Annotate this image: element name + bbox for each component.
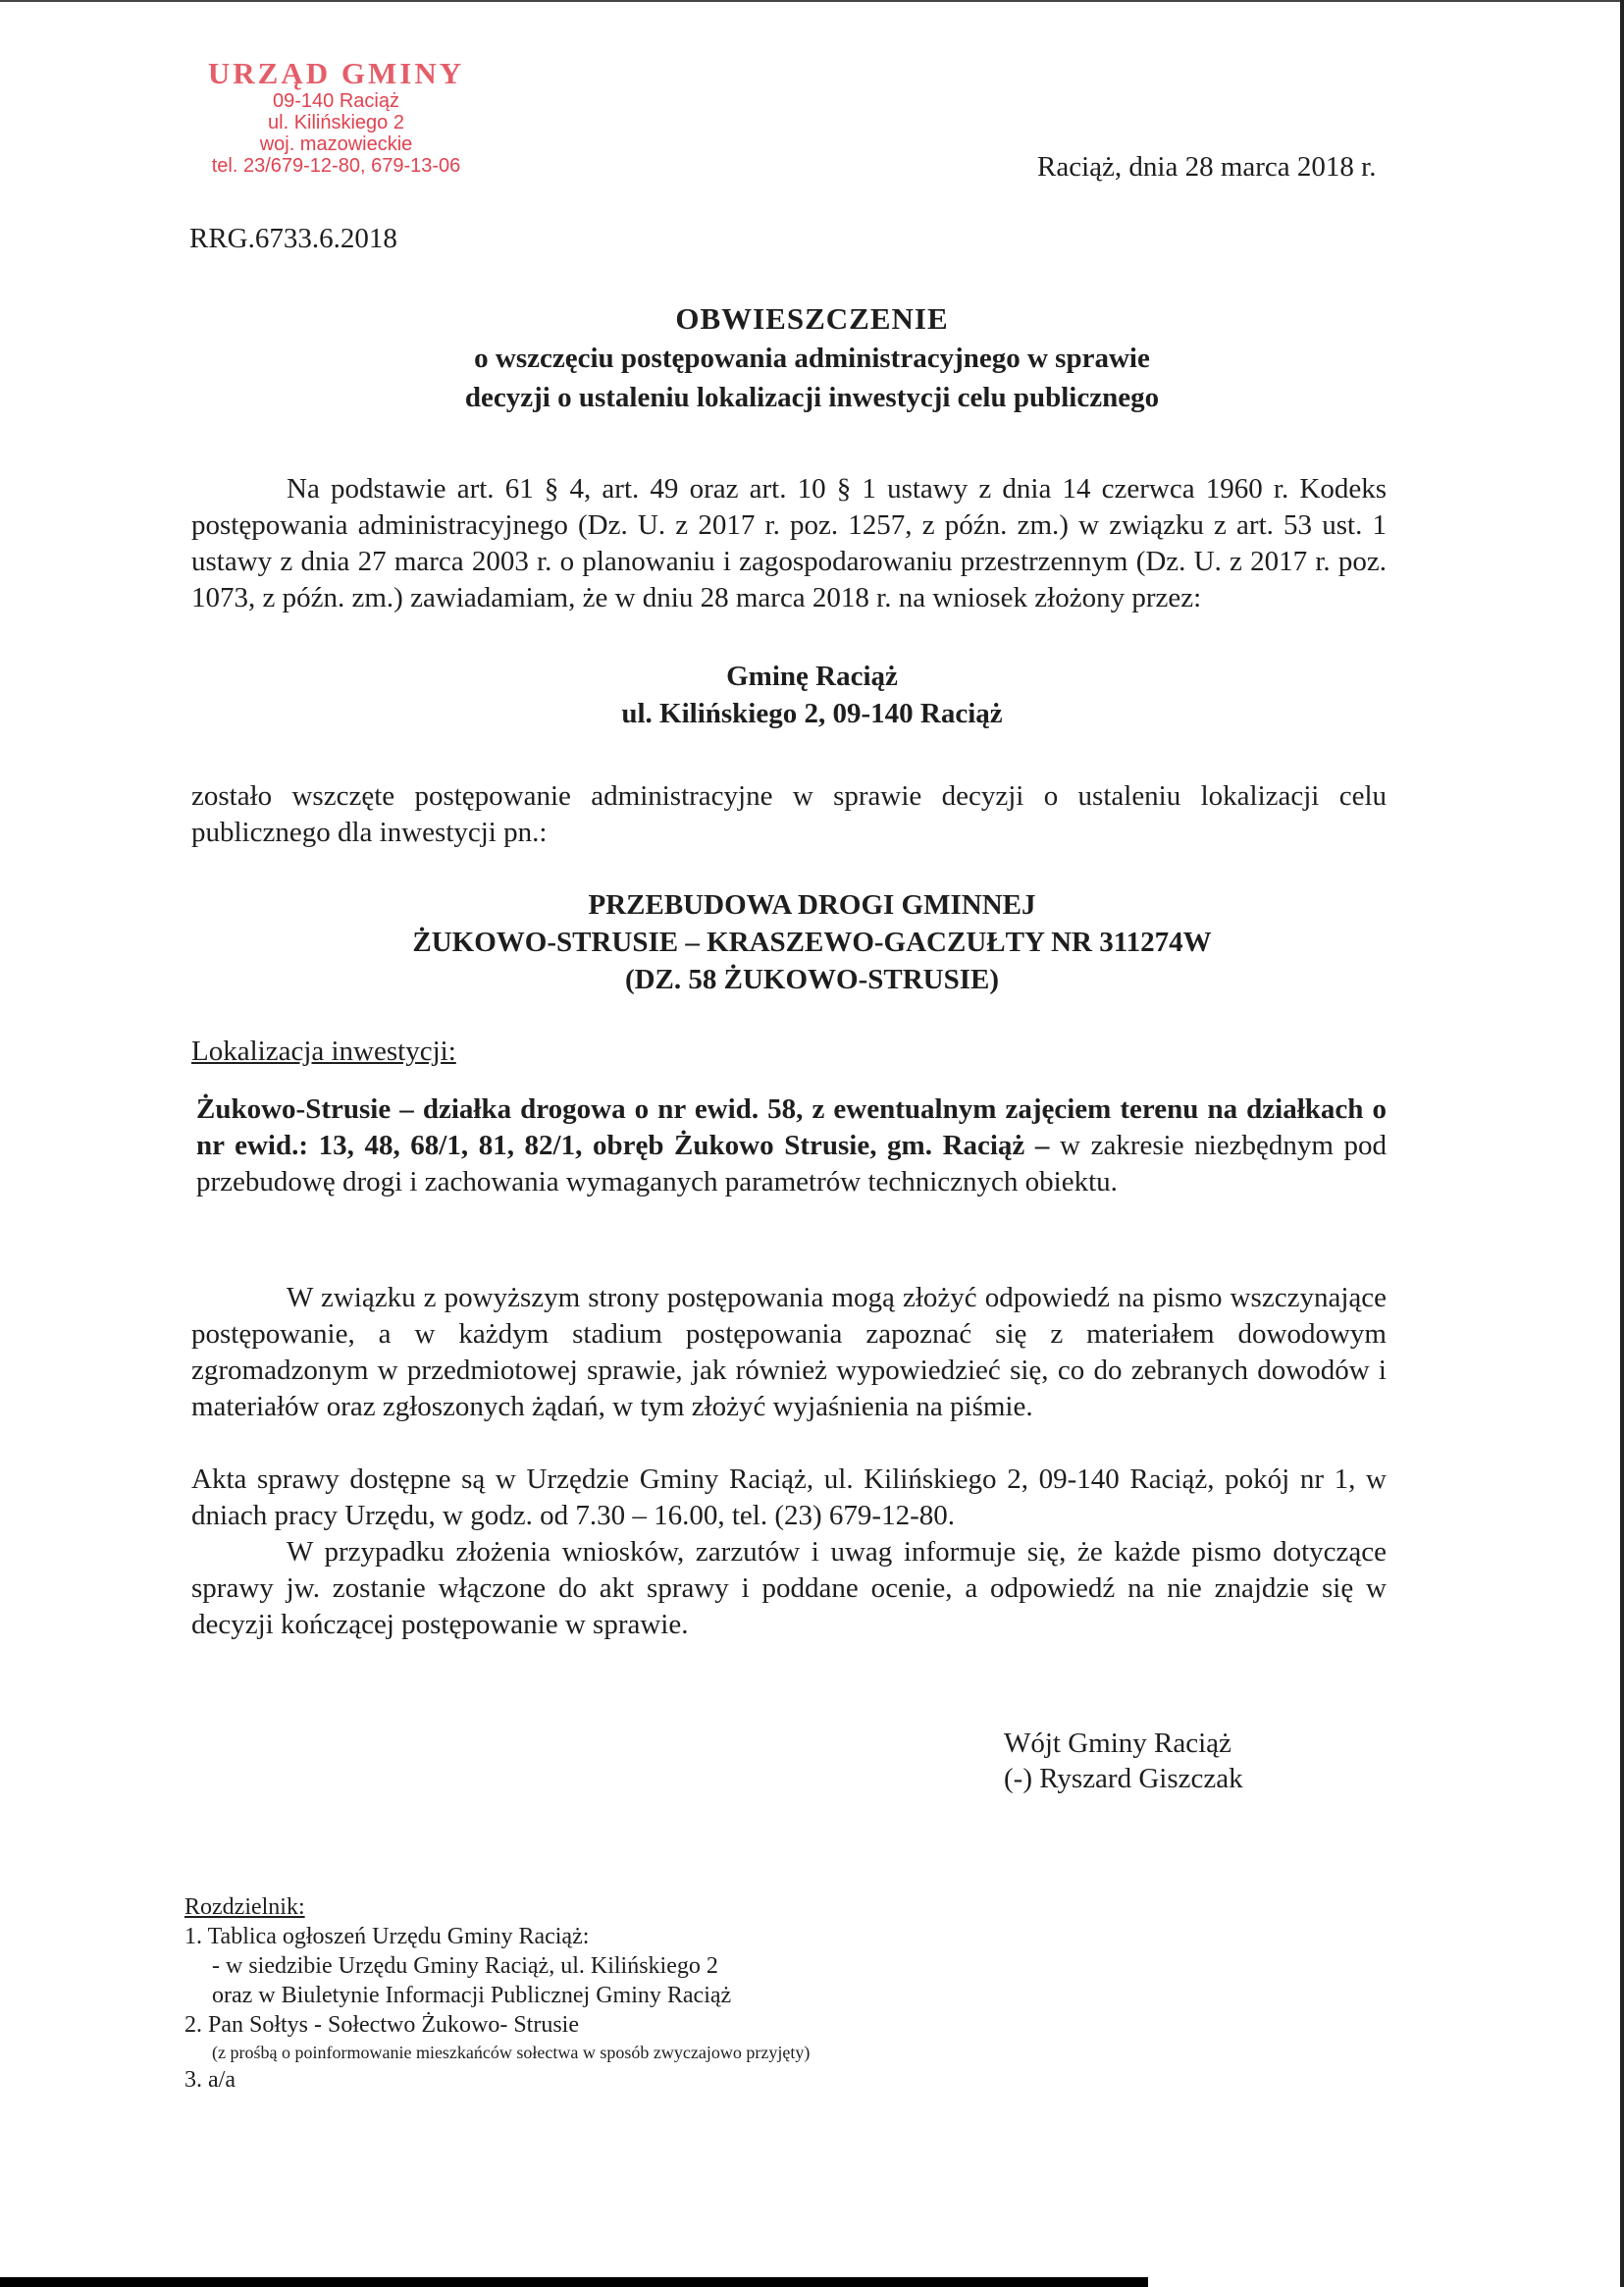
location-parcels: Żukowo-Strusie – działka drogowa o nr ewid. 58, z ewentualnym zajęciem terenu na działkach o nr ewid.: 13, 48, 68/1, 81, 82/1, obręb Żukowo Strusie, gm. Raciąż – (196, 1093, 1387, 1161)
document-date: Raciąż, dnia 28 marca 2018 r. (1037, 151, 1377, 183)
distribution-item-2-note: (z prośbą o poinformowanie mieszkańców sołectwa w sposób zwyczajowo przyjęty) (212, 2043, 811, 2062)
proceeding-paragraph: zostało wszczęte postępowanie administracyjne w sprawie decyzji o ustaleniu lokalizacji celu publicznego dla inwestycji pn.: (191, 780, 1387, 848)
stamp-voivodeship: woj. mazowieckie (259, 133, 413, 155)
distribution-list (184, 1892, 810, 2095)
objections-paragraph: W przypadku złożenia wniosków, zarzutów i uwag informuje się, że każde pismo dotyczące sprawy jw. zostanie włączone do akt sprawy i poddane ocenie, a odpowiedź na nie znajdzie się w decyzji kończącej postępowanie w sprawie. (191, 1536, 1387, 1640)
applicant-name: Gminę Raciąż (726, 661, 898, 692)
document-title (0, 299, 1624, 417)
location-paragraph (196, 1091, 1387, 1200)
title-sub-1: o wszczęciu postępowania administracyjnego w sprawie (474, 343, 1150, 374)
investment-line-2: ŻUKOWO-STRUSIE – KRASZEWO-GACZUŁTY NR 311274W (412, 927, 1212, 958)
distribution-item-1-sub-2: oraz w Biuletynie Informacji Publicznej Gminy Raciąż (212, 1983, 732, 2008)
investment-line-1: PRZEBUDOWA DROGI GMINNEJ (588, 889, 1036, 921)
location-scope: w zakresie niezbędnym pod przebudowę drogi i zachowania wymaganych parametrów technicznych obiektu. (196, 1130, 1387, 1197)
title-main: OBWIESZCZENIE (675, 301, 949, 336)
stamp-phone: tel. 23/679-12-80, 679-13-06 (211, 155, 461, 177)
stamp-title: URZĄD GMINY (207, 56, 465, 90)
signature-block (1004, 1726, 1243, 1796)
scan-edge-top (0, 0, 1624, 2)
rights-paragraph: W związku z powyższym strony postępowania mogą złożyć odpowiedź na pismo wszczynające postępowanie, a w każdym stadium postępowania zapoznać się z materiałem dowodowym zgromadzonym w przedmiotowej sprawie, jak również wypowiedzieć się, co do zebranych dowodów i materiałów oraz zgłoszonych żądań, w tym złożyć wyjaśnienia na piśmie. (191, 1282, 1387, 1422)
intro-paragraph: Na podstawie art. 61 § 4, art. 49 oraz art. 10 § 1 ustawy z dnia 14 czerwca 1960 r. Kodeks postępowania administracyjnego (Dz. U. z 2017 r. poz. 1257, z późn. zm.) w związku z art. 53 ust. 1 ustawy z dnia 27 marca 2003 r. o planowaniu i zagospodarowaniu przestrzennym (Dz. U. z 2017 r. poz. 1073, z późn. zm.) zawiadamiam, że w dniu 28 marca 2018 r. na wniosek złożony przez: (191, 473, 1387, 613)
title-sub-2: decyzji o ustaleniu lokalizacji inwestycji celu publicznego (464, 382, 1160, 413)
stamp-postcode: 09-140 Raciąż (273, 90, 399, 112)
signature-name: (-) Ryszard Giszczak (1004, 1763, 1243, 1794)
distribution-item-3: 3. a/a (184, 2067, 236, 2093)
distribution-item-2: 2. Pan Sołtys - Sołectwo Żukowo- Strusie (184, 2012, 579, 2038)
office-stamp (162, 57, 510, 177)
distribution-item-1: 1. Tablica ogłoszeń Urzędu Gminy Raciąż: (184, 1924, 590, 1949)
distribution-item-1-sub-1: - w siedzibie Urzędu Gminy Raciąż, ul. Kilińskiego 2 (212, 1953, 718, 1979)
investment-line-3: (DZ. 58 ŻUKOWO-STRUSIE) (624, 964, 1000, 995)
reference-number: RRG.6733.6.2018 (189, 223, 397, 254)
stamp-street: ul. Kilińskiego 2 (268, 112, 404, 133)
scan-edge-bottom (0, 2277, 1148, 2287)
signature-title: Wójt Gminy Raciąż (1004, 1728, 1231, 1759)
applicant-address: ul. Kilińskiego 2, 09-140 Raciąż (621, 698, 1003, 729)
location-label: Lokalizacja inwestycji: (191, 1036, 456, 1067)
distribution-label: Rozdzielnik: (184, 1894, 305, 1920)
files-paragraph: Akta sprawy dostępne są w Urzędzie Gminy Raciąż, ul. Kilińskiego 2, 09-140 Raciąż, pokój nr 1, w dniach pracy Urzędu, w godz. od 7.30 – 16.00, tel. (23) 679-12-80. (191, 1463, 1387, 1531)
